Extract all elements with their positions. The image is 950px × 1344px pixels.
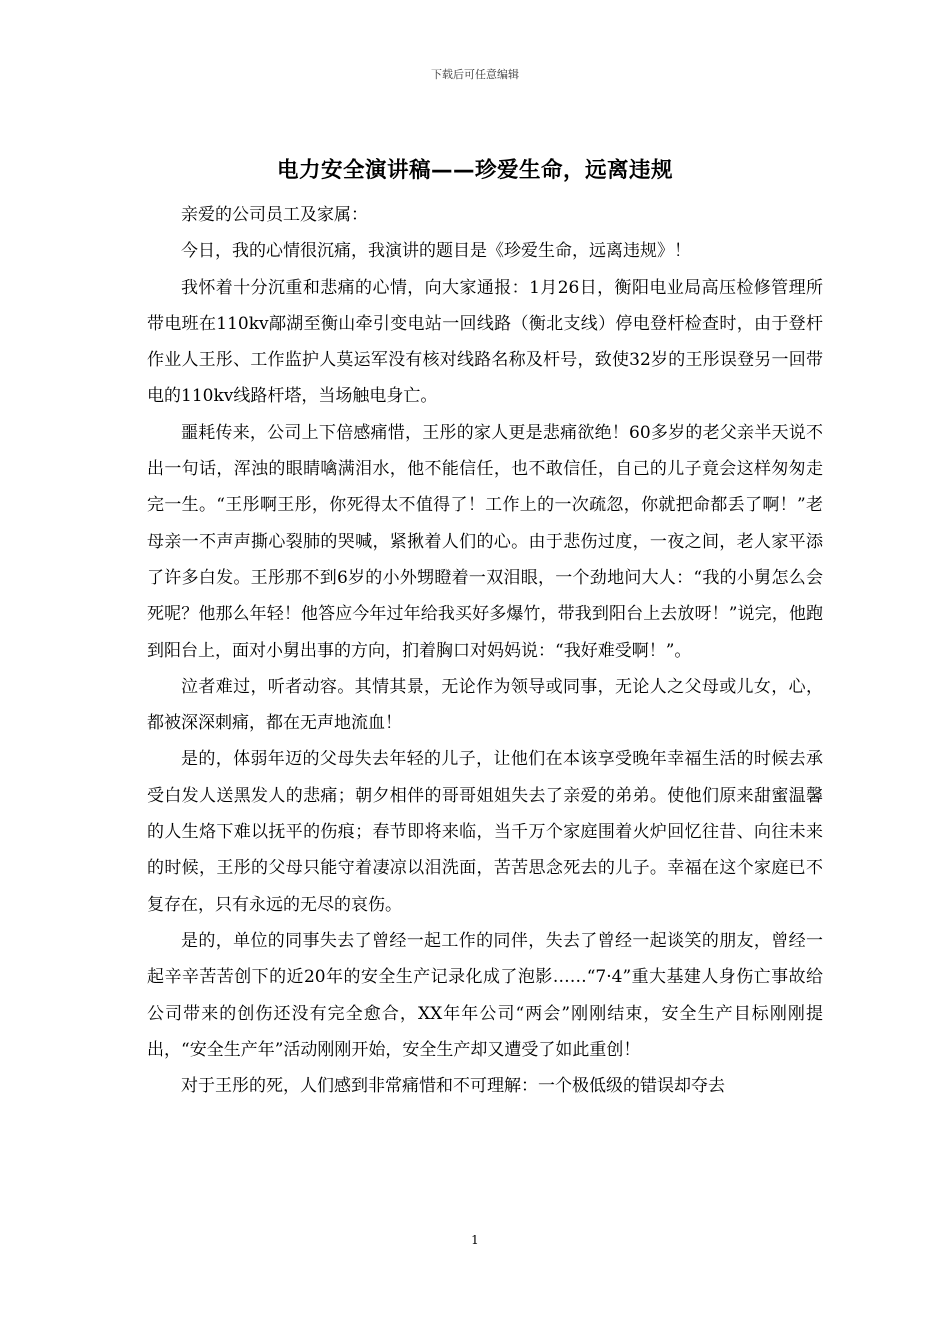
document-body <box>147 197 823 1104</box>
page-number: 1 <box>471 1233 479 1247</box>
body-paragraph: 今日，我的心情很沉痛，我演讲的题目是《珍爱生命，远离违规》！ <box>181 241 691 262</box>
salutation-paragraph: 亲爱的公司员工及家属： <box>181 205 368 225</box>
document-title: 电力安全演讲稿——珍爱生命，远离违规 <box>276 158 673 183</box>
body-paragraph: 噩耗传来，公司上下倍感痛惜，王彤的家人更是悲痛欲绝！60多岁的老父亲半天说不出一句话，浑浊的眼睛噙满泪水，他不能信任，也不敢信任，自己的儿子竟会这样匆匆走完一生。“王彤啊王彤，你死得太不值得了！工作上的一次疏忽，你就把命都丢了啊！”老母亲一不声声撕心裂肺的哭喊，紧揪着人们的心。由于悲伤过度，一夜之间，老人家平添了许多白发。王彤那不到6岁的小外甥瞪着一双泪眼，一个劲地问大人：“我的小舅怎么会死呢？他那么年轻！他答应今年过年给我买好多爆竹，带我到阳台上去放呀！”说完，他跑到阳台上，面对小舅出事的方向，扪着胸口对妈妈说：“我好难受啊！”。 <box>147 422 823 661</box>
body-paragraph: 对于王彤的死，人们感到非常痛惜和不可理解：一个极低级的错误却夺去 <box>181 1076 725 1097</box>
body-paragraph: 我怀着十分沉重和悲痛的心情，向大家通报：1月26日，衡阳电业局高压检修管理所带电班在110kv鄗湖至衡山牵引变电站一回线路（衡北支线）停电登杆检查时，由于登杆作业人王彤、工作监护人莫运军没有核对线路名称及杆号，致使32岁的王彤误登另一回带电的110kv线路杆塔，当场触电身亡。 <box>147 277 823 407</box>
body-paragraph: 泣者难过，听者动容。其情其景，无论作为领导或同事，无论人之父母或儿女，心，都被深深刺痛，都在无声地流血！ <box>147 676 823 734</box>
page-header-note: 下载后可任意编辑 <box>431 68 519 81</box>
body-paragraph: 是的，单位的同事失去了曾经一起工作的同伴，失去了曾经一起谈笑的朋友，曾经一起辛辛苦苦创下的近20年的安全生产记录化成了泡影……“7·4”重大基建人身伤亡事故给公司带来的创伤还没有完全愈合，XX年年公司“两会”刚刚结束，安全生产目标刚刚提出，“安全生产年”活动刚刚开始，安全生产却又遭受了如此重创！ <box>147 930 823 1060</box>
body-paragraph: 是的，体弱年迈的父母失去年轻的儿子，让他们在本该享受晚年幸福生活的时候去承受白发人送黑发人的悲痛；朝夕相伴的哥哥姐姐失去了亲爱的弟弟。使他们原来甜蜜温馨的人生烙下难以抚平的伤痕；春节即将来临，当千万个家庭围着火炉回忆往昔、向往未来的时候，王彤的父母只能守着凄凉以泪洗面，苦苦思念死去的儿子。幸福在这个家庭已不复存在，只有永远的无尽的哀伤。 <box>147 749 823 915</box>
